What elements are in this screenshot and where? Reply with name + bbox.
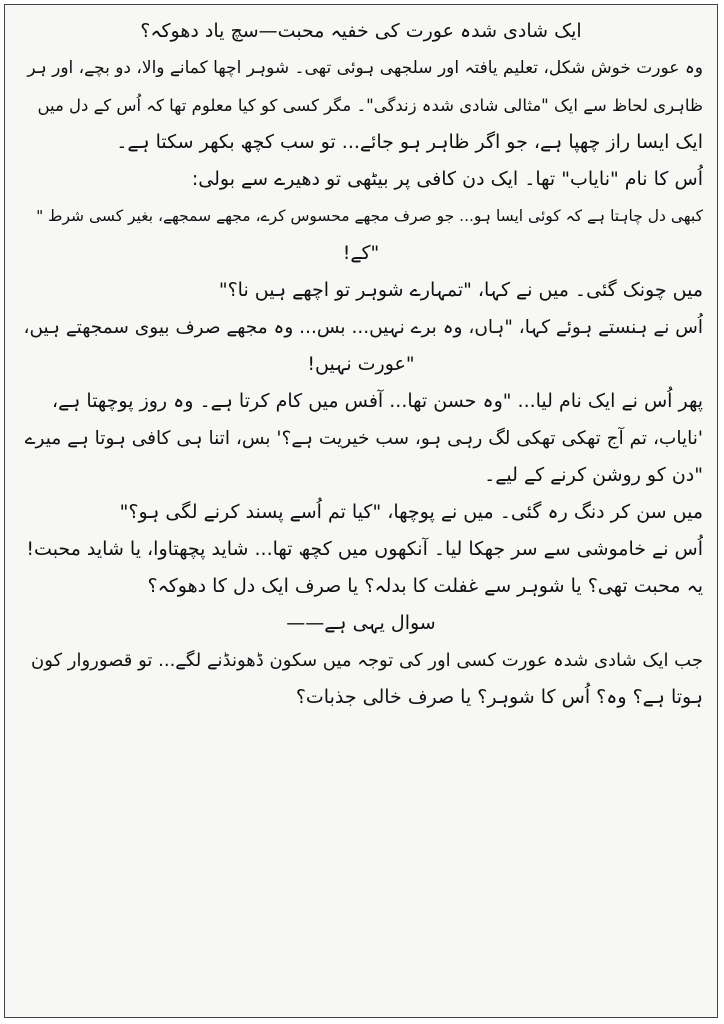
paragraph-line-9: "عورت نہیں! xyxy=(307,353,415,375)
paragraph-line-15: یہ محبت تھی؟ یا شوہر سے غفلت کا بدلہ؟ یا صرف ایک دل کا دھوکہ؟ xyxy=(147,575,703,597)
paragraph-line-10: پھر اُس نے ایک نام لیا... "وہ حسن تھا... آفس میں کام کرتا ہے۔ وہ روز پوچھتا ہے، xyxy=(51,390,703,412)
paragraph-line-18: ہوتا ہے؟ وہ؟ اُس کا شوہر؟ یا صرف خالی جذبات؟ xyxy=(295,686,703,708)
paragraph-line-5: کبھی دل چاہتا ہے کہ کوئی ایسا ہو... جو صرف مجھے محسوس کرے، مجھے سمجھے، بغیر کسی شرط " xyxy=(36,207,703,225)
paragraph-line-2: ظاہری لحاظ سے ایک "مثالی شادی شدہ زندگی"۔ مگر کسی کو کیا معلوم تھا کہ اُس کے دل میں xyxy=(37,96,703,115)
paragraph-line-11: 'نایاب، تم آج تھکی تھکی لگ رہی ہو، سب خیریت ہے؟' بس، اتنا ہی کافی ہوتا ہے میرے xyxy=(24,428,703,449)
paragraph-line-8: اُس نے ہنستے ہوئے کہا، "ہاں، وہ برے نہیں... بس... وہ مجھے صرف بیوی سمجھتے ہیں، xyxy=(23,317,703,338)
article-body xyxy=(5,5,717,716)
paragraph-line-17: جب ایک شادی شدہ عورت کسی اور کی توجہ میں سکون ڈھونڈنے لگے... تو قصوروار کون xyxy=(30,650,703,671)
paragraph-line-16: سوال یہی ہے—— xyxy=(286,612,436,634)
document-page xyxy=(4,4,718,1018)
paragraph-line-1: وہ عورت خوش شکل، تعلیم یافتہ اور سلجھی ہوئی تھی۔ شوہر اچھا کمانے والا، دو بچے، اور ہر xyxy=(27,58,703,78)
paragraph-line-14: اُس نے خاموشی سے سر جھکا لیا۔ آنکھوں میں کچھ تھا... شاید پچھتاوا، یا شاید محبت! xyxy=(26,538,703,560)
paragraph-line-12: "دن کو روشن کرنے کے لیے۔ xyxy=(484,464,703,486)
paragraph-line-4: اُس کا نام "نایاب" تھا۔ ایک دن کافی پر بیٹھی تو دھیرے سے بولی: xyxy=(191,168,703,190)
paragraph-line-3: ایک ایسا راز چھپا ہے، جو اگر ظاہر ہو جائے... تو سب کچھ بکھر سکتا ہے۔ xyxy=(116,131,703,153)
paragraph-line-7: میں چونک گئی۔ میں نے کہا، "تمہارے شوہر تو اچھے ہیں نا؟" xyxy=(218,279,703,301)
paragraph-line-6: "کے! xyxy=(342,242,380,264)
article-title: ایک شادی شدہ عورت کی خفیہ محبت—سچ یاد دھوکہ؟ xyxy=(140,20,582,42)
paragraph-line-13: میں سن کر دنگ رہ گئی۔ میں نے پوچھا، "کیا تم اُسے پسند کرنے لگی ہو؟" xyxy=(119,501,703,523)
